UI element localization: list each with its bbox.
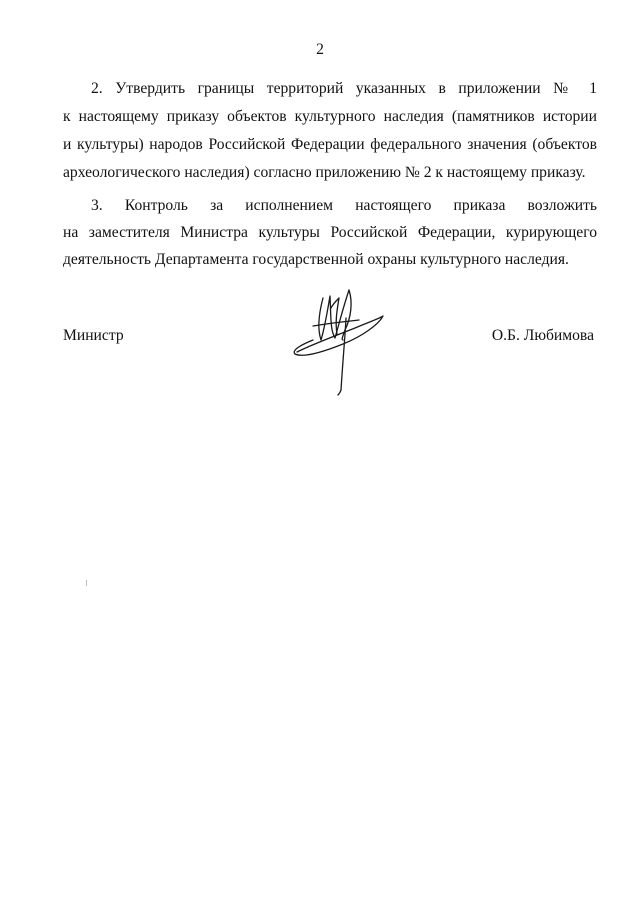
paragraph-2-line-2: к настоящему приказу объектов культурного наследия (памятников истории (63, 108, 597, 125)
handwritten-signature (283, 278, 393, 396)
paragraph-2-line-1: 2. Утвердить границы территорий указанных в приложении № 1 (91, 80, 597, 97)
signatory-role: Министр (63, 327, 124, 344)
paragraph-3-line-2: на заместителя Министра культуры Российской Федерации, курирующего (63, 224, 597, 241)
scan-artifact (86, 580, 87, 586)
paragraph-3-line-3: деятельность Департамента государственной охраны культурного наследия. (63, 251, 569, 268)
paragraph-3-line-1: 3. Контроль за исполнением настоящего приказа возложить (91, 197, 597, 214)
paragraph-2-line-4: археологического наследия) согласно приложению № 2 к настоящему приказу. (63, 164, 586, 181)
page-number: 2 (316, 41, 324, 58)
paragraph-2-line-3: и культуры) народов Российской Федерации федерального значения (объектов (63, 136, 597, 153)
signatory-name: О.Б. Любимова (491, 327, 594, 344)
